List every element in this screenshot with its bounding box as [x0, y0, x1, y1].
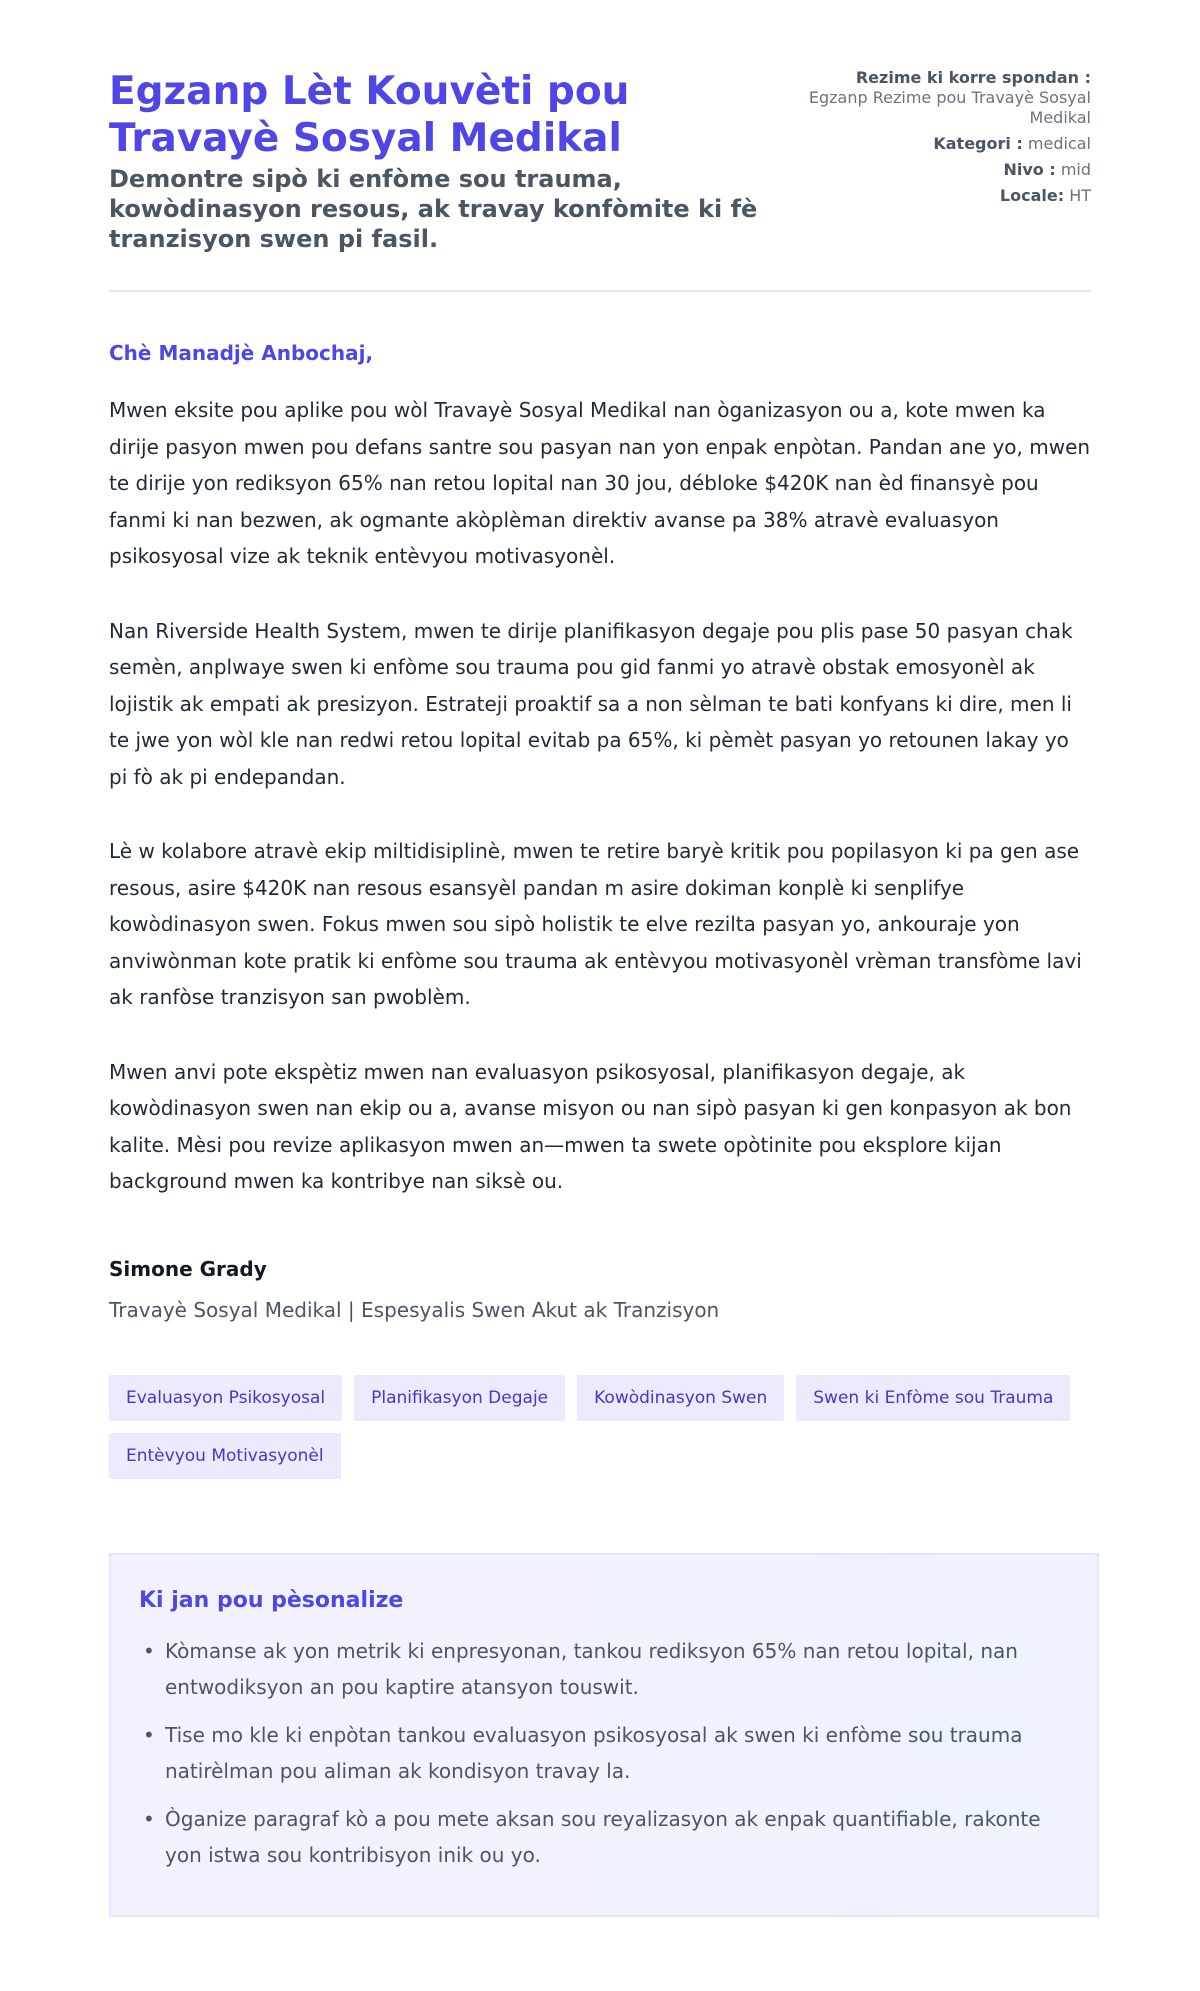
bullet-icon: • — [143, 1722, 155, 1747]
signature-name: Simone Grady — [109, 1256, 267, 1281]
meta-locale-label: Locale: — [999, 186, 1065, 205]
letter-body — [109, 392, 1091, 1200]
tip-text: Tise mo kle ki enpòtan tankou evaluasyon psikosyosal ak swen ki enfòme sou trauma natirèlman pou aliman ak kondisyon travay la. — [165, 1722, 1023, 1783]
meta-locale — [791, 186, 1091, 206]
meta-locale-value: HT — [1069, 186, 1091, 205]
meta-level-value: mid — [1060, 160, 1091, 179]
title-block — [109, 68, 789, 254]
skill-tag: Planifikasyon Degaje — [354, 1375, 565, 1421]
bullet-icon: • — [143, 1806, 155, 1831]
document-meta — [791, 68, 1091, 212]
meta-category-label: Kategori : — [933, 134, 1023, 153]
meta-level-label: Nivo : — [1003, 160, 1056, 179]
tip-text: Kòmanse ak yon metrik ki enpresyonan, tankou rediksyon 65% nan retou lopital, nan entwodiksyon an pou kaptire atansyon touswit. — [165, 1638, 1018, 1699]
meta-resume-label: Rezime ki korre spondan : — [855, 68, 1091, 87]
document-header — [109, 0, 1091, 292]
tip-item — [139, 1801, 1069, 1873]
meta-resume-link[interactable]: Egzanp Rezime pou Travayè Sosyal Medikal — [808, 88, 1091, 127]
tip-item — [139, 1633, 1069, 1705]
bullet-icon: • — [143, 1638, 155, 1663]
body-paragraph: Mwen eksite pou aplike pou wòl Travayè Sosyal Medikal nan òganizasyon ou a, kote mwen ka dirije pasyon mwen pou defans santre sou pasyan nan yon enpak enpòtan. Pandan ane yo, mwen te dirije yon rediksyon 65% nan retou lopital nan 30 jou, débloke $420K nan èd finansyè pou fanmi ki nan bezwen, ak ogmante akòplèman direktiv avanse pa 38% atravè evaluasyon psikosyosal vize ak teknik entèvyou motivasyonèl. — [109, 398, 1091, 568]
skill-tag: Swen ki Enfòme sou Trauma — [796, 1375, 1070, 1421]
skill-tag: Entèvyou Motivasyonèl — [109, 1433, 341, 1479]
meta-category — [791, 134, 1091, 154]
salutation: Chè Manadjè Anbochaj, — [109, 341, 374, 365]
body-paragraph: Mwen anvi pote ekspètiz mwen nan evaluasyon psikosyosal, planifikasyon degaje, ak kowòdinasyon swen nan ekip ou a, avanse misyon ou nan sipò pasyan ki gen konpasyon ak bon kalite. Mèsi pou revize aplikasyon mwen an—mwen ta swete opòtinite pou eksplore kijan background mwen ka kontribye nan siksè ou. — [109, 1059, 1072, 1193]
customization-tips-box — [109, 1553, 1099, 1917]
skill-tags — [109, 1375, 1099, 1479]
body-paragraph: Lè w kolabore atravè ekip miltidisiplinè, mwen te retire baryè kritik pou popilasyon ki pa gen ase resous, asire $420K nan resous esansyèl pandan m asire dokiman konplè ki senplifye kowòdinasyon swen. Fokus mwen sou sipò holistik te elve rezilta pasyan yo, ankouraje yon anviwònman kote pratik ki enfòme sou trauma ak entèvyou motivasyonèl vrèman transfòme lavi ak ranfòse tranzisyon san pwoblèm. — [109, 839, 1082, 1009]
page-subtitle: Demontre sipò ki enfòme sou trauma, kowòdinasyon resous, ak travay konfòmite ki fè tranzisyon swen pi fasil. — [109, 165, 758, 253]
meta-level — [791, 160, 1091, 180]
tips-title: Ki jan pou pèsonalize — [139, 1587, 404, 1613]
body-paragraph: Nan Riverside Health System, mwen te dirije planifikasyon degaje pou plis pase 50 pasyan chak semèn, anplwaye swen ki enfòme sou trauma pou gid fanmi yo atravè obstak emosyonèl ak lojistik ak empati ak presizyon. Estrateji proaktif sa a non sèlman te bati konfyans ki dire, men li te jwe yon wòl kle nan redwi retou lopital evitab pa 65%, ki pèmèt pasyan yo retounen lakay yo pi fò ak pi endepandan. — [109, 618, 1073, 789]
tips-list — [139, 1633, 1069, 1873]
page-title: Egzanp Lèt Kouvèti pou Travayè Sosyal Medikal — [109, 69, 630, 161]
skill-tag: Evaluasyon Psikosyosal — [109, 1375, 342, 1421]
skill-tag: Kowòdinasyon Swen — [577, 1375, 784, 1421]
tip-text: Òganize paragraf kò a pou mete aksan sou reyalizasyon ak enpak quantifiable, rakonte yon istwa sou kontribisyon inik ou yo. — [165, 1806, 1041, 1867]
tip-item — [139, 1717, 1069, 1789]
signature-title: Travayè Sosyal Medikal | Espesyalis Swen Akut ak Tranzisyon — [109, 1297, 720, 1322]
meta-resume — [791, 68, 1091, 128]
meta-category-value: medical — [1027, 134, 1091, 153]
